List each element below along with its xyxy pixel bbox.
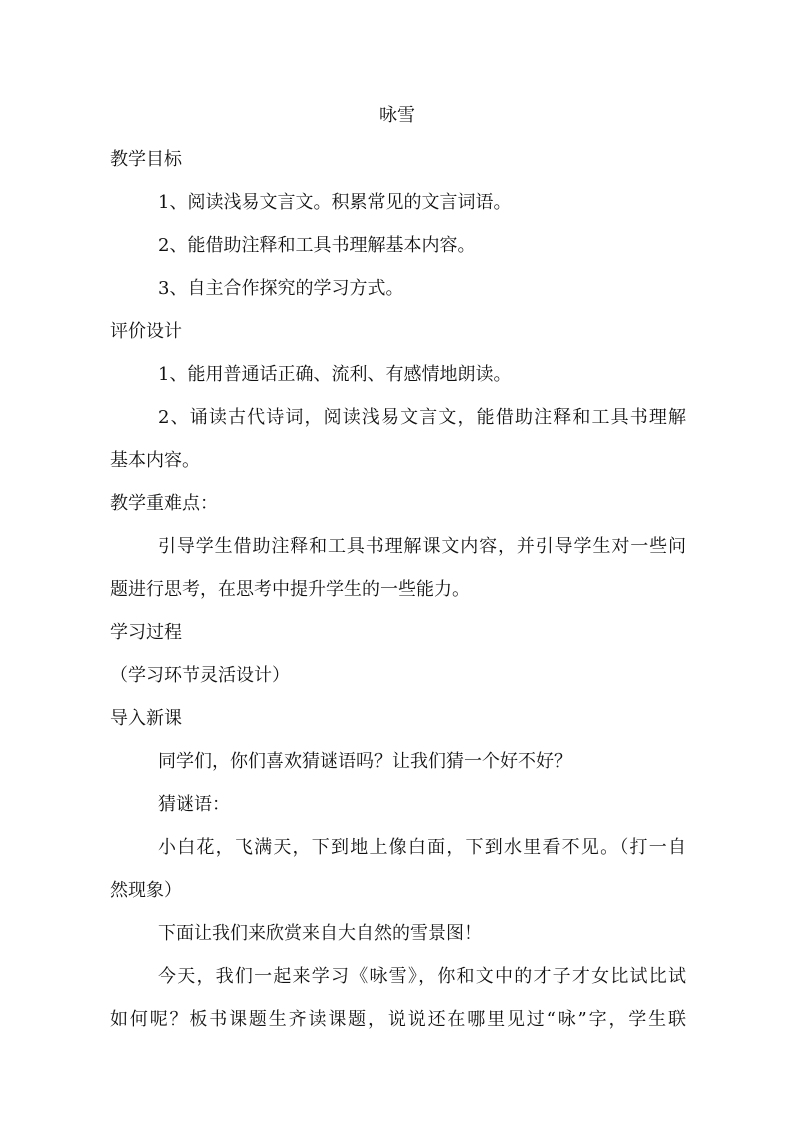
document-title: 咏雪 [379,105,415,126]
riddle-label: 猜谜语： [158,794,230,815]
eval-item: 1、能用普通话正确、流利、有感情地朗读。 [158,364,512,385]
goal-item: 3、自主合作探究的学习方式。 [158,278,404,299]
goals-heading: 教学目标 [110,149,182,170]
process-heading: 学习过程 [110,622,182,643]
eval-item: 2、诵读古代诗词，阅读浅易文言文，能借助注释和工具书理解 [158,407,686,428]
intro-paragraph: 今天，我们一起来学习《咏雪》，你和文中的才子才女比试比试 [158,966,686,987]
riddle-text-continued: 然现象） [110,880,182,901]
intro-heading: 导入新课 [110,708,182,729]
intro-paragraph: 下面让我们来欣赏来自大自然的雪景图！ [158,923,482,944]
goal-item: 1、阅读浅易文言文。积累常见的文言词语。 [158,192,512,213]
intro-paragraph-continued: 如何呢？板书课题生齐读课题，说说还在哪里见过“咏”字，学生联 [110,1009,686,1030]
goal-item: 2、能借助注释和工具书理解基本内容。 [158,235,476,256]
intro-paragraph: 同学们，你们喜欢猜谜语吗？让我们猜一个好不好？ [158,751,572,772]
key-points-text: 引导学生借助注释和工具书理解课文内容，并引导学生对一些问 [158,536,686,557]
process-note: （学习环节灵活设计） [110,665,290,686]
key-points-heading: 教学重难点： [110,493,218,514]
eval-heading: 评价设计 [110,321,182,342]
riddle-text: 小白花，飞满天，下到地上像白面，下到水里看不见。（打一自 [158,837,686,858]
eval-item-continued: 基本内容。 [110,450,200,471]
key-points-text-continued: 题进行思考，在思考中提升学生的一些能力。 [110,579,470,600]
